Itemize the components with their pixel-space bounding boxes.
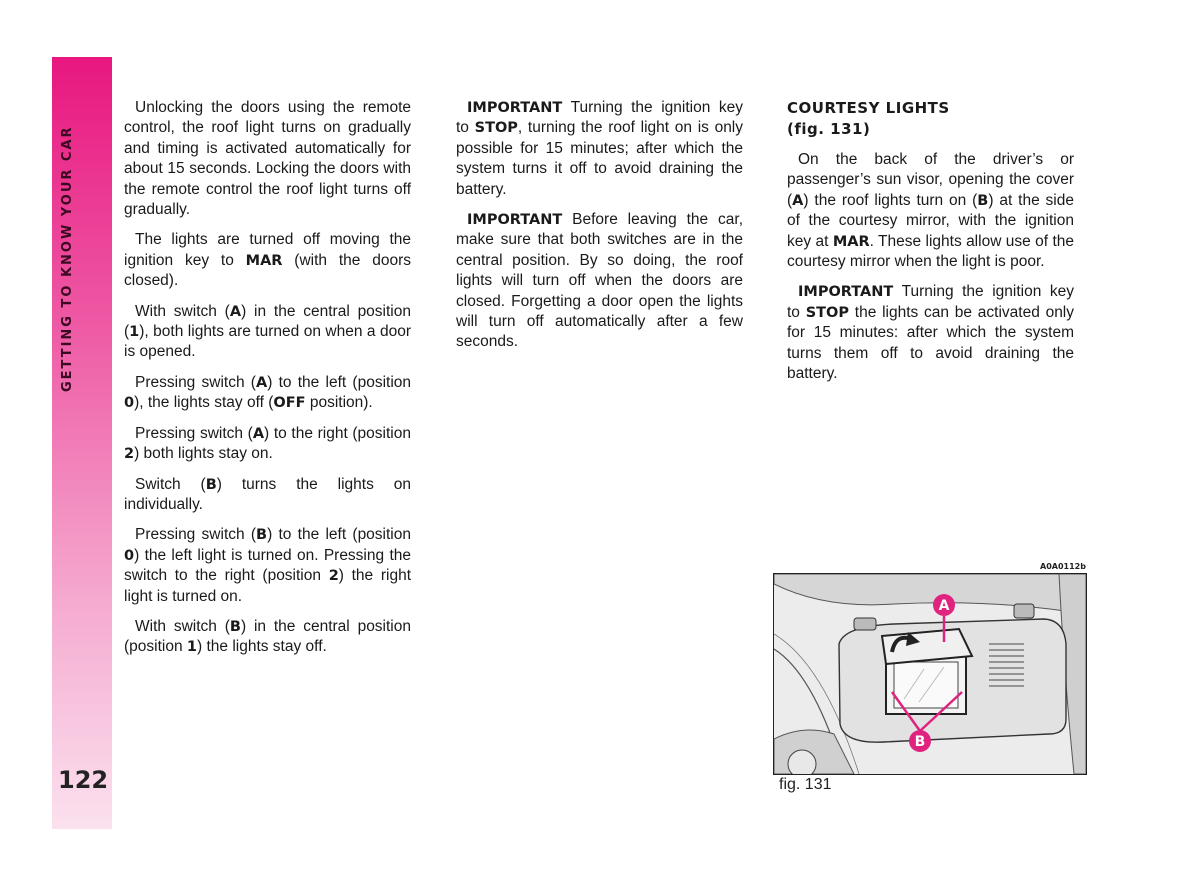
important-note: IMPORTANT Before leaving the car, make sure that both switches are in the central position. By so doing, the roof lights will turn off when the doors are closed. Forgetting a door open the lights will turn off automatically after a few seconds. [456, 211, 743, 351]
text-column-1 [124, 98, 411, 668]
page-number: 122 [58, 766, 109, 794]
text-column-3 [787, 98, 1074, 394]
sun-visor-illustration [773, 573, 1087, 775]
paragraph: On the back of the driver’s or passenger’s sun visor, opening the cover (A) the roof lights turn on (B) at the side of the courtesy mirror, with the ignition key at MAR. These lights allow use of the courtesy mirror when the light is poor. [787, 151, 1074, 271]
paragraph: With switch (B) in the central position (position 1) the lights stay off. [124, 617, 411, 656]
section-heading: COURTESY LIGHTS (fig. 131) [787, 99, 950, 138]
paragraph: Switch (B) turns the lights on individually. [124, 475, 411, 513]
text-column-2 [456, 98, 743, 363]
important-note: IMPORTANT Turning the ignition key to STOP the lights can be activated only for 15 minutes: after which the system turns them off to avoid draining the battery. [787, 283, 1075, 383]
paragraph: With switch (A) in the central position (1), both lights are turned on when a door is opened. [124, 302, 411, 361]
paragraph: Pressing switch (A) to the right (position 2) both lights stay on. [124, 424, 411, 463]
callout-a-label: A [938, 598, 950, 614]
paragraph: Unlocking the doors using the remote control, the roof light turns on gradually and timing is activated automatically for about 15 seconds. Locking the doors with the remote control the roof light turns off gradually. [124, 99, 411, 219]
callout-b-label: B [914, 734, 926, 750]
paragraph: Pressing switch (A) to the left (position 0), the lights stay off (OFF position). [124, 373, 411, 412]
figure-code: A0A0112b [1040, 562, 1086, 571]
section-title: GETTING TO KNOW YOUR CAR [60, 125, 75, 392]
paragraph: The lights are turned off moving the ignition key to MAR (with the doors closed). [124, 231, 411, 290]
paragraph: Pressing switch (B) to the left (position 0) the left light is turned on. Pressing the switch to the right (position 2) the right light is turned on. [124, 526, 412, 605]
sun-visor-drawing [774, 574, 1086, 774]
figure-caption: fig. 131 [779, 776, 832, 793]
important-note: IMPORTANT Turning the ignition key to STOP, turning the roof light on is only possible for 15 minutes; after which the system turns it off to avoid draining the battery. [456, 99, 744, 198]
